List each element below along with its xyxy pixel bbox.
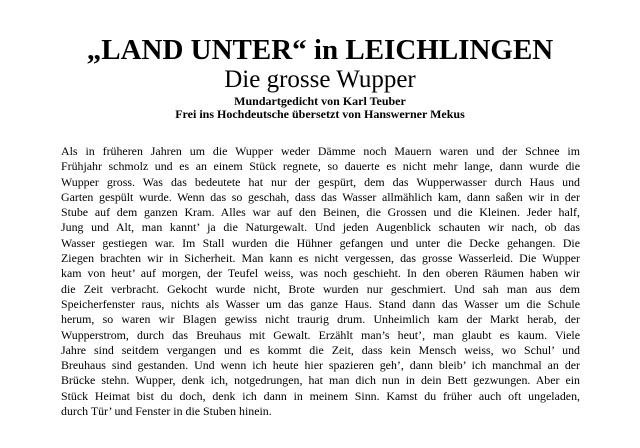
body-line: Frühjahr schmolz und es an einem Stück regnete, so dauerte es nicht mehr lange, dann wurde die	[61, 159, 580, 174]
body-line: Speicherfenster raus, nichts als Wasser um das ganze Haus. Stand dann das Wasser um die Schule	[61, 296, 580, 311]
body-line: Brücke stehn. Wupper, denk ich, notgedrungen, hat man dich nun in dein Bett gezwungen. Aber ein	[61, 373, 580, 388]
body-line: Stück Heimat bist du doch, denk ich dann in meinem Sinn. Kamst du früher auch oft ungeladen,	[61, 388, 580, 403]
body-line: Garten gespült wurde. Wenn das so geschah, dass das Wasser allmählich kam, dann saßen wir in der	[61, 189, 580, 204]
body-line: durch Tür’ und Fenster in die Stuben hinein.	[61, 404, 272, 419]
body-line: herum, so waren wir Blagen gewiss nicht traurig drum. Unheimlich kam der Markt herab, der	[61, 312, 580, 327]
body-line: Jung und Alt, man kannt’ ja die Naturgewalt. Und jeden Augenblick schauten wir nach, ob das	[61, 220, 580, 235]
document-subtitle: Die grosse Wupper	[224, 66, 416, 93]
body-line: Stube auf dem ganzen Kram. Alles war auf den Beinen, die Grossen und die Kleinen. Jeder half,	[61, 205, 580, 220]
body-line: Als in früheren Jahren um die Wupper weder Dämme noch Mauern waren und der Schnee im	[61, 144, 580, 158]
body-line: Breuhaus sind gestanden. Und wenn ich heute hier spazieren geh’, dann bleib’ ich manchmal an der	[61, 358, 580, 373]
author-byline: Mundartgedicht von Karl Teuber	[234, 94, 406, 108]
body-line: Ziegen brachten wir in Sicherheit. Man kann es nicht vergessen, das grosse Wasserleid. Die Wupper	[61, 251, 580, 266]
body-line: Wasser gestiegen war. Im Stall wurden die Hühner gefangen und unter die Decke gehangen. Die	[61, 235, 580, 250]
body-line: kam von heut’ auf morgen, der Teufel weiss, was noch geschieht. In den oberen Räumen haben wir	[61, 266, 580, 281]
document-title: „LAND UNTER“ in LEICHLINGEN	[86, 34, 554, 66]
body-line: die Zeit verbracht. Gekocht wurde nicht, Brote wurden nur geschmiert. Und sah man aus dem	[61, 281, 580, 296]
body-line: Wupperstrom, durch das Breuhaus mit Gewalt. Erzählt man’s heut’, man glaubt es kaum. Viele	[61, 327, 580, 342]
body-line: Wupper gross. Was das bedeutete hat nur der gespürt, dem das Wupperwasser durch Haus und	[61, 174, 580, 189]
translator-credit: Frei ins Hochdeutsche übersetzt von Hanswerner Mekus	[175, 107, 465, 121]
body-line: Jahre sind seitdem vergangen und es kommt die Zeit, dass kein Mensch weiss, wo Schul’ und	[61, 342, 580, 357]
body-text	[61, 144, 580, 419]
